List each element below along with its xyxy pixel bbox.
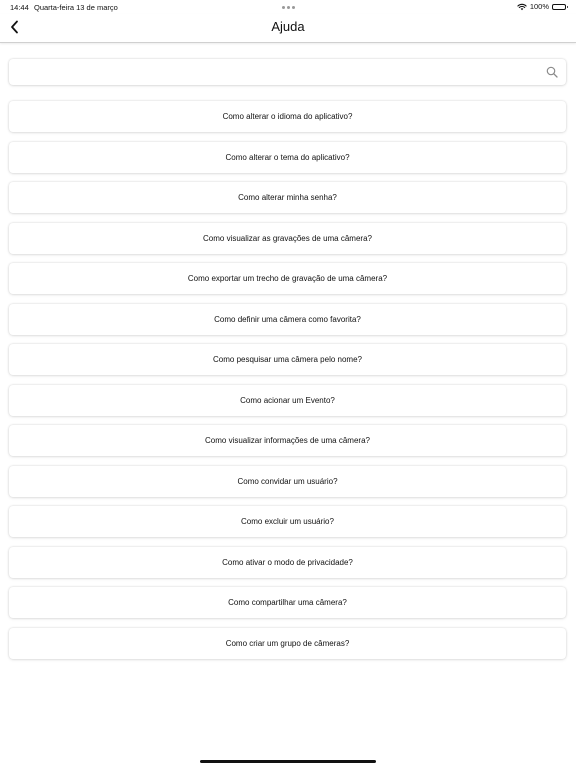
faq-item-change-password[interactable] — [9, 182, 566, 213]
faq-item-label: Como criar um grupo de câmeras? — [225, 638, 350, 648]
faq-item-invite-user[interactable] — [9, 466, 566, 497]
faq-item-view-recordings[interactable] — [9, 223, 566, 254]
faq-item-change-language[interactable] — [9, 101, 566, 132]
status-indicators — [517, 2, 566, 11]
faq-item-label: Como visualizar informações de uma câmera? — [205, 436, 370, 445]
faq-item-create-group[interactable] — [9, 628, 566, 659]
faq-item-label: Como convidar um usuário? — [237, 476, 338, 486]
faq-item-label: Como pesquisar uma câmera pelo nome? — [213, 355, 362, 364]
faq-item-label: Como alterar minha senha? — [238, 193, 337, 202]
home-indicator[interactable] — [200, 760, 376, 763]
search-input[interactable] — [17, 63, 541, 83]
faq-item-label: Como excluir um usuário? — [241, 517, 334, 526]
page-title: Ajuda — [271, 19, 305, 34]
faq-item-search-camera[interactable] — [9, 344, 566, 375]
search-box[interactable] — [9, 59, 566, 85]
faq-list — [9, 101, 566, 668]
faq-item-share-camera[interactable] — [9, 587, 566, 618]
faq-item-label: Como alterar o tema do aplicativo? — [225, 152, 350, 162]
faq-item-set-favorite[interactable] — [9, 304, 566, 335]
faq-item-trigger-event[interactable] — [9, 385, 566, 416]
faq-item-label: Como definir uma câmera como favorita? — [214, 314, 361, 324]
faq-item-label: Como acionar um Evento? — [240, 395, 335, 405]
status-time: 14:44 — [10, 3, 29, 12]
multitasking-dots-icon[interactable] — [282, 6, 295, 9]
search-icon[interactable] — [546, 66, 558, 78]
status-bar — [0, 0, 576, 14]
faq-item-camera-info[interactable] — [9, 425, 566, 456]
faq-item-delete-user[interactable] — [9, 506, 566, 537]
faq-item-label: Como ativar o modo de privacidade? — [222, 557, 353, 567]
faq-item-label: Como alterar o idioma do aplicativo? — [222, 112, 353, 121]
faq-item-label: Como exportar um trecho de gravação de uma câmera? — [187, 274, 388, 283]
wifi-icon — [517, 3, 527, 11]
faq-item-change-theme[interactable] — [9, 142, 566, 173]
faq-item-export-recording[interactable] — [9, 263, 566, 294]
faq-item-label: Como visualizar as gravações de uma câmera? — [203, 233, 372, 243]
faq-item-label: Como compartilhar uma câmera? — [228, 598, 347, 607]
battery-percentage: 100% — [529, 2, 549, 11]
battery-icon — [552, 4, 566, 10]
faq-item-privacy-mode[interactable] — [9, 547, 566, 578]
navigation-bar — [0, 14, 576, 43]
status-date: Quarta-feira 13 de março — [34, 3, 118, 12]
